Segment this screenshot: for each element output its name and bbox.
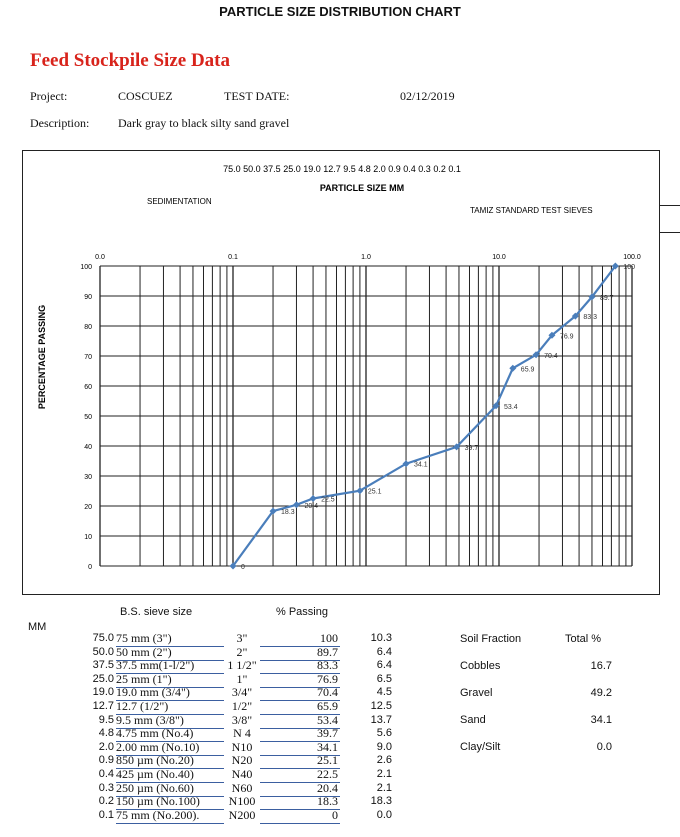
table-mm-cell: 12.7 xyxy=(92,700,114,712)
table-inch-cell: 1 1/2" xyxy=(227,658,257,673)
table-sieve-cell: 19.0 mm (3/4") xyxy=(116,685,224,701)
report-subtitle: Feed Stockpile Size Data xyxy=(30,50,231,71)
table-inch-cell: N60 xyxy=(231,780,253,795)
y-tick-label: 0 xyxy=(88,564,92,571)
fraction-value: 49.2 xyxy=(590,687,612,699)
table-passing-cell: 18.3 xyxy=(260,794,340,810)
y-tick-label: 60 xyxy=(84,384,92,391)
table-retained-cell: 6.4 xyxy=(376,659,392,672)
table-mm-cell: 9.5 xyxy=(98,713,114,726)
table-retained-cell: 5.6 xyxy=(376,727,392,740)
table-inch-cell: N20 xyxy=(231,753,253,768)
table-inch-cell: N 4 xyxy=(233,726,251,741)
test-date-label: TEST DATE: xyxy=(224,89,290,103)
x-tick-label: 1.0 xyxy=(361,254,371,261)
fraction-name: Gravel xyxy=(460,687,493,699)
table-sieve-cell: 9.5 mm (3/8") xyxy=(116,713,224,729)
soil-fraction-header: Soil Fraction xyxy=(460,633,522,645)
table-inch-cell: N200 xyxy=(228,807,256,822)
table-retained-cell: 2.6 xyxy=(376,754,392,767)
data-point xyxy=(310,495,317,502)
y-axis-label: PERCENTAGE PASSING xyxy=(37,304,47,410)
table-mm-cell: 0.1 xyxy=(98,808,114,821)
test-date-value: 02/12/2019 xyxy=(400,89,455,103)
table-inch-cell: N10 xyxy=(231,739,253,754)
table-sieve-cell: 425 µm (No.40) xyxy=(116,767,224,783)
fraction-name: Sand xyxy=(460,714,486,726)
table-retained-cell: 2.1 xyxy=(376,781,392,794)
y-tick-label: 90 xyxy=(84,294,92,301)
sedimentation-note: SEDIMENTATION xyxy=(147,197,212,206)
table-sieve-cell: 50 mm (2") xyxy=(116,645,224,661)
y-tick-label: 20 xyxy=(84,504,92,511)
table-mm-cell: 0.2 xyxy=(98,795,114,808)
table-passing-cell: 70.4 xyxy=(260,685,340,701)
table-passing-cell: 39.7 xyxy=(260,726,340,742)
table-sieve-cell: 37.5 mm(1-l/2") xyxy=(116,658,224,674)
data-label: 0 xyxy=(241,564,245,571)
fraction-value: 16.7 xyxy=(590,660,612,672)
y-tick-label: 80 xyxy=(84,324,92,331)
table-passing-cell: 89.7 xyxy=(260,645,340,661)
table-passing-cell: 20.4 xyxy=(260,781,340,797)
table-retained-cell: 0.0 xyxy=(376,808,392,821)
table-inch-cell: 1" xyxy=(236,671,248,686)
x-tick-label: 100.0 xyxy=(623,254,641,261)
table-retained-cell: 12.5 xyxy=(370,700,392,712)
table-passing-cell: 76.9 xyxy=(260,672,340,688)
y-tick-label: 40 xyxy=(84,444,92,451)
table-mm-cell: 37.5 xyxy=(92,659,114,672)
sieve-header: B.S. sieve size xyxy=(120,606,193,618)
table-passing-cell: 0 xyxy=(260,808,340,824)
x-tick-label: 0.1 xyxy=(228,254,238,261)
data-label: 39.7 xyxy=(464,444,479,452)
fraction-name: Clay/Silt xyxy=(460,741,501,753)
x-axis-label: PARTICLE SIZE MM xyxy=(319,183,405,193)
table-sieve-cell: 150 µm (No.100) xyxy=(116,794,224,810)
table-sieve-cell: 2.00 mm (No.10) xyxy=(116,740,224,756)
table-mm-cell: 4.8 xyxy=(98,727,114,740)
table-retained-cell: 13.7 xyxy=(370,713,392,726)
page-title: PARTICLE SIZE DISTRIBUTION CHART xyxy=(219,4,461,19)
data-label: 65.9 xyxy=(520,366,535,374)
table-mm-cell: 75.0 xyxy=(92,632,114,644)
table-sieve-cell: 850 µm (No.20) xyxy=(116,753,224,769)
data-label: 25.1 xyxy=(367,488,382,496)
y-tick-label: 10 xyxy=(84,534,92,541)
table-mm-cell: 0.4 xyxy=(98,768,114,780)
project-value: COSCUEZ xyxy=(118,89,173,103)
top-sizes-text: 75.0 50.0 37.5 25.0 19.0 12.7 9.5 4.8 2.0 0.9 0.4 0.3 0.2 0.1 xyxy=(223,164,461,174)
table-inch-cell: N100 xyxy=(228,794,256,809)
table-mm-cell: 0.9 xyxy=(98,754,114,767)
data-label: 70.4 xyxy=(544,352,558,360)
data-label: 53.4 xyxy=(504,403,518,411)
table-retained-cell: 2.1 xyxy=(376,768,392,780)
table-passing-cell: 100 xyxy=(260,631,340,647)
table-retained-cell: 6.4 xyxy=(376,645,392,658)
table-sieve-cell: 250 µm (No.60) xyxy=(116,781,224,797)
description-value: Dark gray to black silty sand gravel xyxy=(118,116,290,130)
table-mm-cell: 2.0 xyxy=(98,740,114,753)
y-tick-label: 100 xyxy=(80,264,92,271)
table-inch-cell: 3/4" xyxy=(231,685,253,700)
table-inch-cell: 1/2" xyxy=(231,699,253,713)
table-passing-cell: 25.1 xyxy=(260,753,340,769)
table-mm-cell: 0.3 xyxy=(98,781,114,794)
table-sieve-cell: 75 mm (3") xyxy=(116,631,224,647)
fraction-name: Cobbles xyxy=(460,660,501,672)
table-passing-cell: 53.4 xyxy=(260,713,340,729)
table-passing-cell: 34.1 xyxy=(260,740,340,756)
table-sieve-cell: 75 mm (No.200). xyxy=(116,808,224,824)
data-label: 83.3 xyxy=(583,314,597,322)
table-retained-cell: 18.3 xyxy=(370,795,392,808)
data-point xyxy=(293,501,300,508)
data-label: 22.5 xyxy=(321,496,335,504)
sieves-note: TAMIZ STANDARD TEST SIEVES xyxy=(470,206,593,215)
x-tick-label: 0.0 xyxy=(95,254,105,261)
fraction-value: 0.0 xyxy=(596,741,612,753)
table-sieve-cell: 25 mm (1") xyxy=(116,672,224,688)
y-tick-label: 70 xyxy=(84,354,92,361)
table-passing-cell: 83.3 xyxy=(260,658,340,674)
table-sieve-cell: 12.7 (1/2") xyxy=(116,699,224,715)
table-sieve-cell: 4.75 mm (No.4) xyxy=(116,726,224,742)
table-inch-cell: 2" xyxy=(236,644,248,659)
data-label: 76.9 xyxy=(559,333,574,341)
table-passing-cell: 22.5 xyxy=(260,767,340,783)
table-mm-cell: 19.0 xyxy=(92,686,114,699)
table-inch-cell: 3/8" xyxy=(231,712,253,727)
data-label: 34.1 xyxy=(414,461,428,469)
description-label: Description: xyxy=(30,116,90,130)
project-label: Project: xyxy=(30,89,68,103)
fraction-value: 34.1 xyxy=(590,714,612,726)
table-retained-cell: 4.5 xyxy=(376,686,392,699)
data-label: 20.4 xyxy=(304,502,319,510)
y-tick-label: 50 xyxy=(84,414,92,421)
mm-header: MM xyxy=(28,621,47,633)
x-tick-label: 10.0 xyxy=(492,254,506,261)
table-mm-cell: 25.0 xyxy=(92,672,114,685)
table-retained-cell: 10.3 xyxy=(370,632,392,644)
table-retained-cell: 6.5 xyxy=(376,672,392,685)
table-inch-cell: 3" xyxy=(236,631,248,645)
total-header: Total % xyxy=(565,633,602,645)
table-retained-cell: 9.0 xyxy=(376,740,392,753)
table-inch-cell: N40 xyxy=(231,767,253,781)
y-tick-label: 30 xyxy=(84,474,92,481)
data-label: 89.7 xyxy=(599,294,614,302)
passing-header: % Passing xyxy=(276,606,328,618)
data-label: 100 xyxy=(623,264,636,271)
table-passing-cell: 65.9 xyxy=(260,699,340,715)
table-mm-cell: 50.0 xyxy=(92,645,114,658)
data-label: 18.3 xyxy=(281,509,295,517)
